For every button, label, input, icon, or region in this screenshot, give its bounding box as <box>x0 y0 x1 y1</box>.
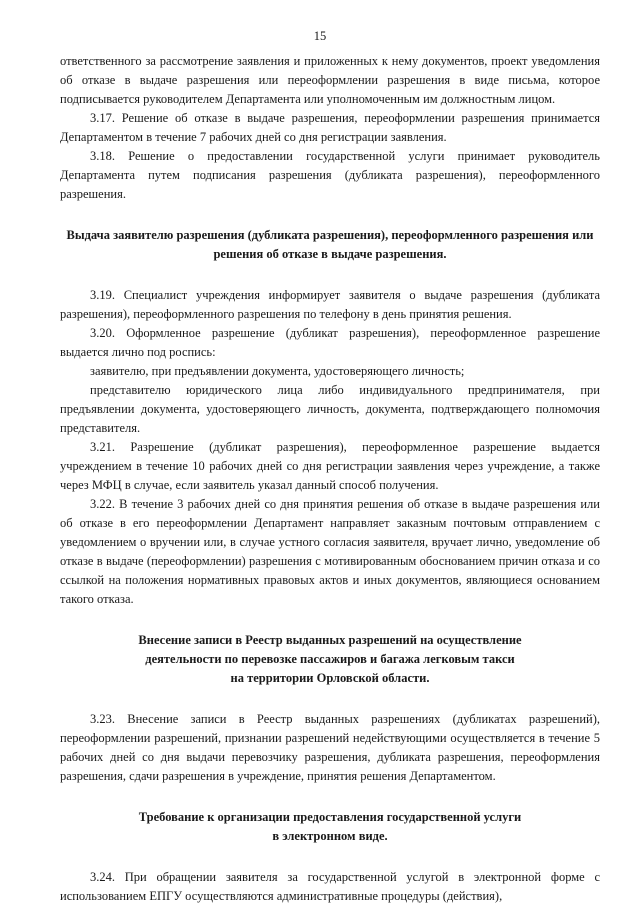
paragraph-continuation: ответственного за рассмотрение заявления и приложенных к нему документов, проект уведомления об отказе в выдаче разрешения или переоформлении разрешения в виде письма, которое подписывается руководителем Департамента или уполномоченным им должностным лицом. <box>60 54 600 106</box>
paragraph-3-18: 3.18. Решение о предоставлении государственной услуги принимает руководитель Департамента путем подписания разрешения (дубликата разрешения), переоформленного разрешения. <box>60 149 600 201</box>
paragraph-3-23: 3.23. Внесение записи в Реестр выданных разрешениях (дубликатах разрешений), переоформлении разрешений, признании разрешений недействующими осуществляется в течение 5 рабочих дней со дня выдачи перевозчику разрешения, дубликата разрешения, переоформления разрешения, сдачи разрешения в учреждение, принятия решения Департаментом. <box>60 712 600 783</box>
paragraph-3-21: 3.21. Разрешение (дубликат разрешения), переоформленное разрешение выдается учреждением в течение 10 рабочих дней со дня регистрации заявления через учреждение, а также через МФЦ в случае, если заявитель указал данный способ получения. <box>60 440 600 492</box>
heading-electronic-line-2: в электронном виде. <box>272 829 388 843</box>
paragraph-3-20: 3.20. Оформленное разрешение (дубликат разрешения), переоформленное разрешение выдается лично под роспись: <box>60 326 600 359</box>
list-item-applicant: заявителю, при предъявлении документа, удостоверяющего личность; <box>90 364 465 378</box>
heading-registry <box>60 631 600 688</box>
paragraph-3-24: 3.24. При обращении заявителя за государственной услугой в электронной форме с использованием ЕПГУ осуществляются административные процедуры (действия), <box>60 870 600 903</box>
heading-registry-line-1: Внесение записи в Реестр выданных разрешений на осуществление <box>138 633 522 647</box>
heading-issuance: Выдача заявителю разрешения (дубликата разрешения), переоформленного разрешения или решения об отказе в выдаче разрешения. <box>66 228 594 261</box>
list-item-representative: представителю юридического лица либо индивидуального предпринимателя, при предъявлении документа, удостоверяющего личность, документа, подтверждающего полномочия представителя. <box>60 383 600 435</box>
document-body <box>60 52 600 906</box>
heading-registry-line-3: на территории Орловской области. <box>230 671 430 685</box>
heading-electronic-line-1: Требование к организации предоставления государственной услуги <box>138 810 522 824</box>
paragraph-3-22: 3.22. В течение 3 рабочих дней со дня принятия решения об отказе в выдаче разрешения или об отказе в его переоформлении Департамент направляет заказным почтовым отправлением с уведомлением о вручении или, в случае устного согласия заявителя, вручает лично, уведомление об отказе в выдаче (переоформлении) разрешения с мотивированным обоснованием причин отказа и со ссылкой на положения нормативных правовых актов и иных документов, являющиеся основанием такого отказа. <box>60 497 600 606</box>
paragraph-3-17: 3.17. Решение об отказе в выдаче разрешения, переоформлении разрешения принимается Департаментом в течение 7 рабочих дней со дня регистрации заявления. <box>60 111 600 144</box>
paragraph-3-19: 3.19. Специалист учреждения информирует заявителя о выдаче разрешения (дубликата разрешения), переоформленного разрешения по телефону в день принятия решения. <box>60 288 600 321</box>
heading-registry-line-2: деятельности по перевозке пассажиров и багажа легковым такси <box>145 652 515 666</box>
page-number: 15 <box>313 29 327 43</box>
heading-electronic <box>60 808 600 846</box>
